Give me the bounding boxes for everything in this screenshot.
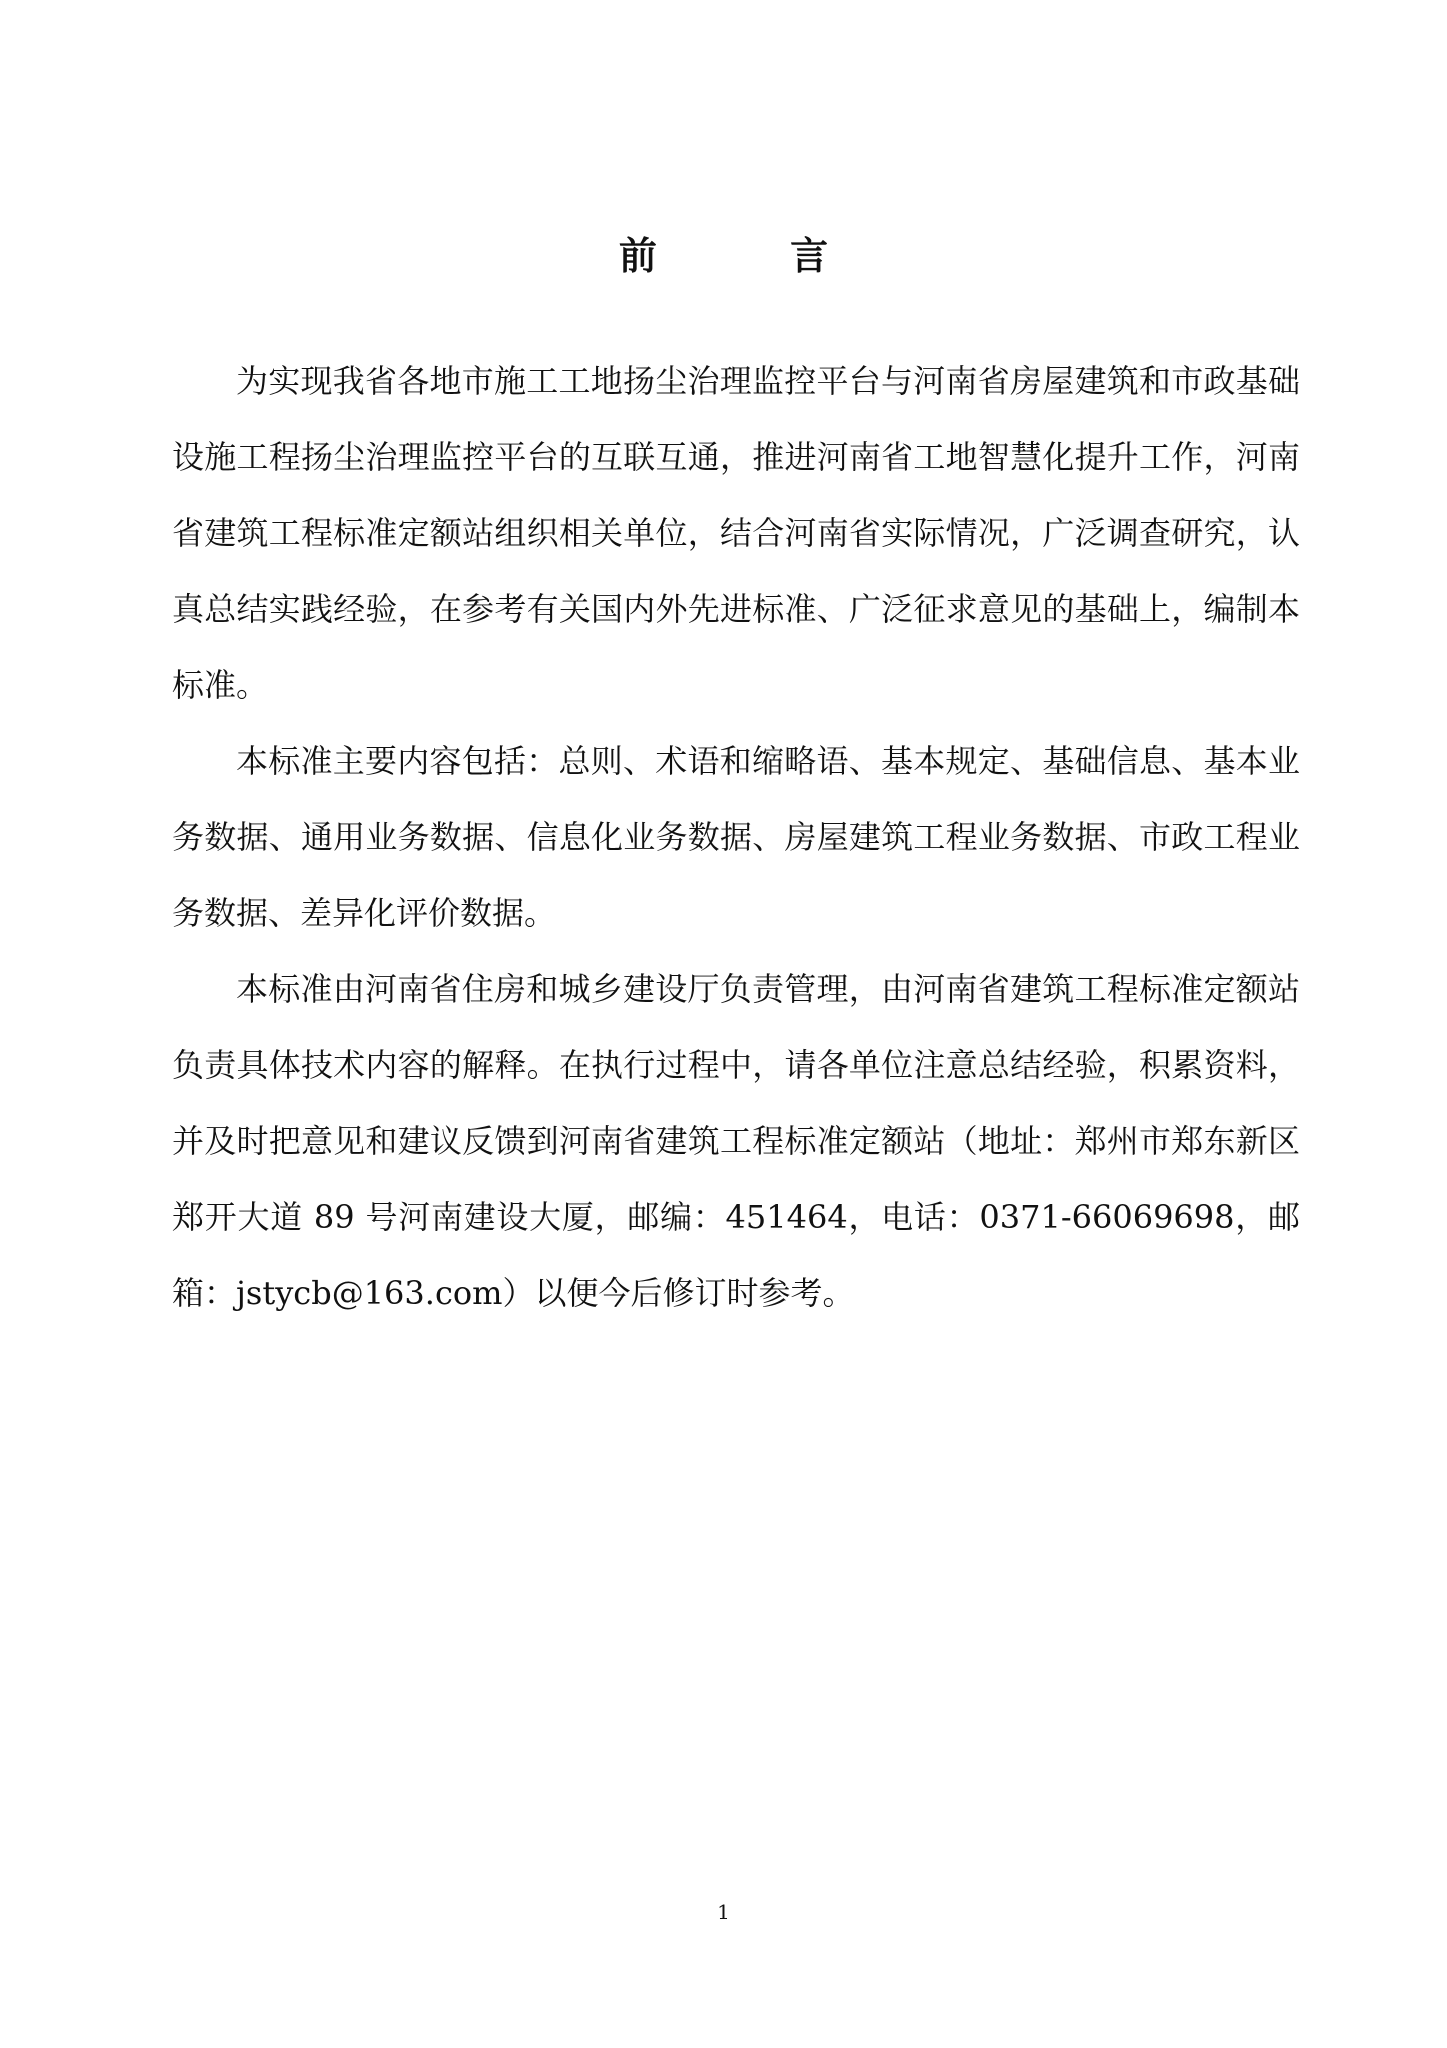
paragraph-management: 本标准由河南省住房和城乡建设厅负责管理，由河南省建筑工程标准定额站负责具体技术内容的解释。在执行过程中，请各单位注意总结经验，积累资料，并及时把意见和建议反馈到河南省建筑工程标准定额站（地址：郑州市郑东新区郑开大道 89 号河南建设大厦，邮编：451464，电话：0371-66069698，邮箱：jstycb@163.com）以便今后修订时参考。 [172,970,1300,1312]
paragraph-contents: 本标准主要内容包括：总则、术语和缩略语、基本规定、基础信息、基本业务数据、通用业务数据、信息化业务数据、房屋建筑工程业务数据、市政工程业务数据、差异化评价数据。 [172,742,1300,932]
page-title: 前 言 [618,234,889,278]
paragraph-purpose: 为实现我省各地市施工工地扬尘治理监控平台与河南省房屋建筑和市政基础设施工程扬尘治理监控平台的互联互通，推进河南省工地智慧化提升工作，河南省建筑工程标准定额站组织相关单位，结合河南省实际情况，广泛调查研究，认真总结实践经验，在参考有关国内外先进标准、广泛征求意见的基础上，编制本标准。 [172,362,1300,704]
page-number: 1 [717,1900,730,1924]
preface-body [172,343,1300,1331]
